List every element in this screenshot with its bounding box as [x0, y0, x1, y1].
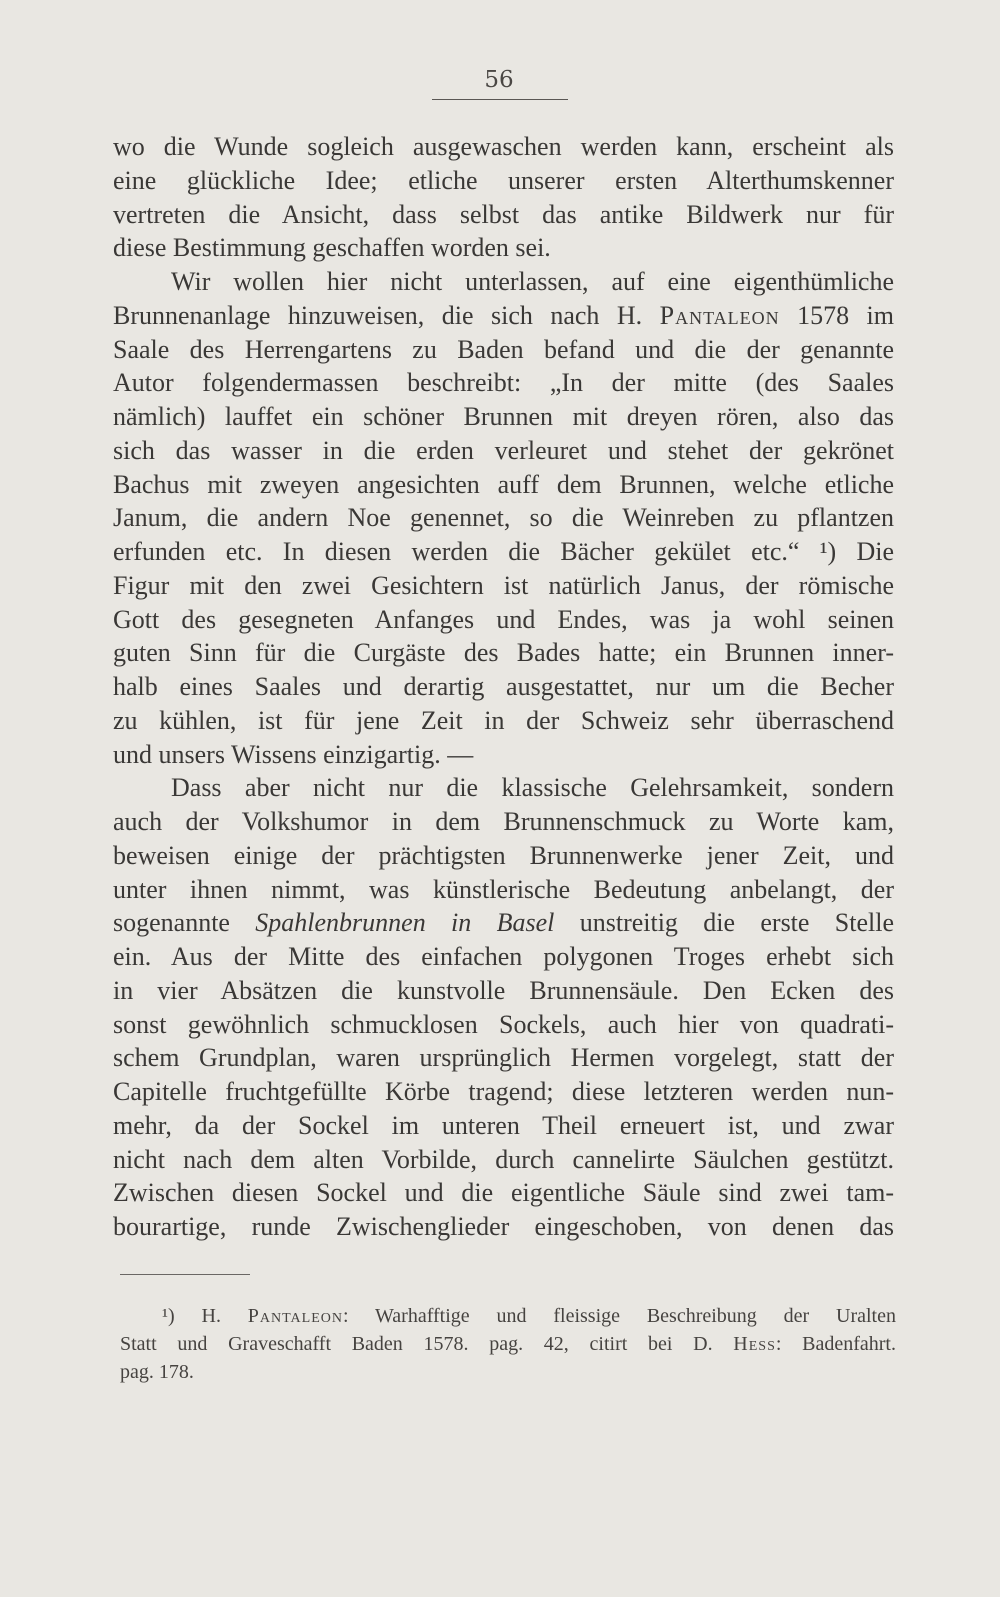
- text-line: diese Bestimmung geschaffen worden sei.: [113, 233, 551, 263]
- text-line: Dass aber nicht nur die klassische Gelehrsamkeit, sondern: [171, 773, 894, 803]
- text-line: in vier Absätzen die kunstvolle Brunnensäule. Den Ecken des: [113, 975, 894, 1005]
- text-line: unter ihnen nimmt, was künstlerische Bedeutung anbelangt, der: [113, 874, 894, 904]
- text-line: Zwischen diesen Sockel und die eigentliche Säule sind zwei tam-: [113, 1178, 894, 1208]
- text-line: Saale des Herrengartens zu Baden befand und die der genannte: [113, 334, 894, 364]
- text-line: halb eines Saales und derartig ausgestattet, nur um die Becher: [113, 672, 894, 701]
- text-segment: unstreitig die erste Stelle: [554, 908, 894, 938]
- text-line: sich das wasser in die erden verleuret und stehet der gekrönet: [113, 435, 894, 465]
- body-text: [113, 130, 894, 1244]
- text-line: sonst gewöhnlich schmucklosen Sockels, auch hier von quadrati-: [113, 1009, 894, 1039]
- text-line: Gott des gesegneten Anfanges und Endes, was ja wohl seinen: [113, 604, 894, 634]
- text-line: vertreten die Ansicht, dass selbst das antike Bildwerk nur für: [113, 199, 894, 229]
- text-line: schem Grundplan, waren ursprünglich Hermen vorgelegt, statt der: [113, 1043, 894, 1073]
- text-line: Autor folgendermassen beschreibt: „In der mitte (des Saales: [113, 368, 894, 398]
- text-segment: : Warhafftige und fleissige Beschreibung der Uralten: [343, 1305, 896, 1327]
- footnote-line: [120, 1330, 896, 1358]
- text-line: beweisen einige der prächtigsten Brunnenwerke jener Zeit, und: [113, 840, 894, 870]
- text-line: auch der Volkshumor in dem Brunnenschmuck zu Worte kam,: [113, 807, 894, 836]
- text-segment: Statt und Graveschafft Baden 1578. pag. 42, citirt bei D.: [120, 1333, 734, 1355]
- text-line: bourartige, runde Zwischenglieder eingeschoben, von denen das: [113, 1212, 894, 1241]
- author-name-smallcaps: Pantaleon: [247, 1305, 343, 1327]
- footnote-rule: [120, 1274, 250, 1275]
- text-line: Bachus mit zweyen angesichten auff dem Brunnen, welche etliche: [113, 469, 894, 499]
- text-segment: ¹) H.: [162, 1305, 248, 1327]
- text-segment: 1578 im: [779, 300, 894, 330]
- text-line: Janum, die andern Noe genennet, so die Weinreben zu pflantzen: [113, 503, 894, 533]
- text-line: erfunden etc. In diesen werden die Bächer gekület etc.“ ¹) Die: [113, 537, 894, 566]
- page-number: 56: [484, 67, 514, 93]
- text-line: guten Sinn für die Curgäste des Bades hatte; ein Brunnen inner-: [113, 638, 894, 668]
- text-line: Capitelle fruchtgefüllte Körbe tragend; diese letzteren werden nun-: [113, 1077, 894, 1106]
- text-line: und unsers Wissens einzigartig. —: [113, 739, 474, 769]
- text-line: [113, 299, 894, 333]
- text-line: [113, 906, 894, 940]
- italic-place-name: Spahlenbrunnen in Basel: [255, 908, 555, 938]
- page-number-rule: [432, 99, 568, 100]
- text-line: zu kühlen, ist für jene Zeit in der Schweiz sehr überraschend: [113, 705, 894, 735]
- text-line: eine glückliche Idee; etliche unserer ersten Alterthumskenner: [113, 165, 894, 195]
- text-line: Wir wollen hier nicht unterlassen, auf eine eigenthümliche: [171, 267, 894, 296]
- footnote-line: pag. 178.: [120, 1361, 194, 1383]
- author-name-smallcaps: Pantaleon: [659, 300, 780, 330]
- text-segment: Brunnenanlage hinzuweisen, die sich nach H.: [113, 300, 660, 330]
- footnotes: [120, 1302, 896, 1386]
- text-segment: : Badenfahrt.: [775, 1333, 896, 1355]
- text-line: mehr, da der Sockel im unteren Theil erneuert ist, und zwar: [113, 1110, 894, 1140]
- text-line: wo die Wunde sogleich ausgewaschen werden kann, erscheint als: [113, 132, 894, 161]
- text-segment: sogenannte: [113, 908, 256, 938]
- text-line: nämlich) lauffet ein schöner Brunnen mit dreyen rören, also das: [113, 402, 894, 431]
- text-line: nicht nach dem alten Vorbilde, durch cannelirte Säulchen gestützt.: [113, 1144, 894, 1174]
- text-line: ein. Aus der Mitte des einfachen polygonen Troges erhebt sich: [113, 942, 894, 971]
- footnote-line: [120, 1302, 896, 1330]
- author-name-smallcaps: Hess: [733, 1333, 776, 1355]
- text-line: Figur mit den zwei Gesichtern ist natürlich Janus, der römische: [113, 570, 894, 600]
